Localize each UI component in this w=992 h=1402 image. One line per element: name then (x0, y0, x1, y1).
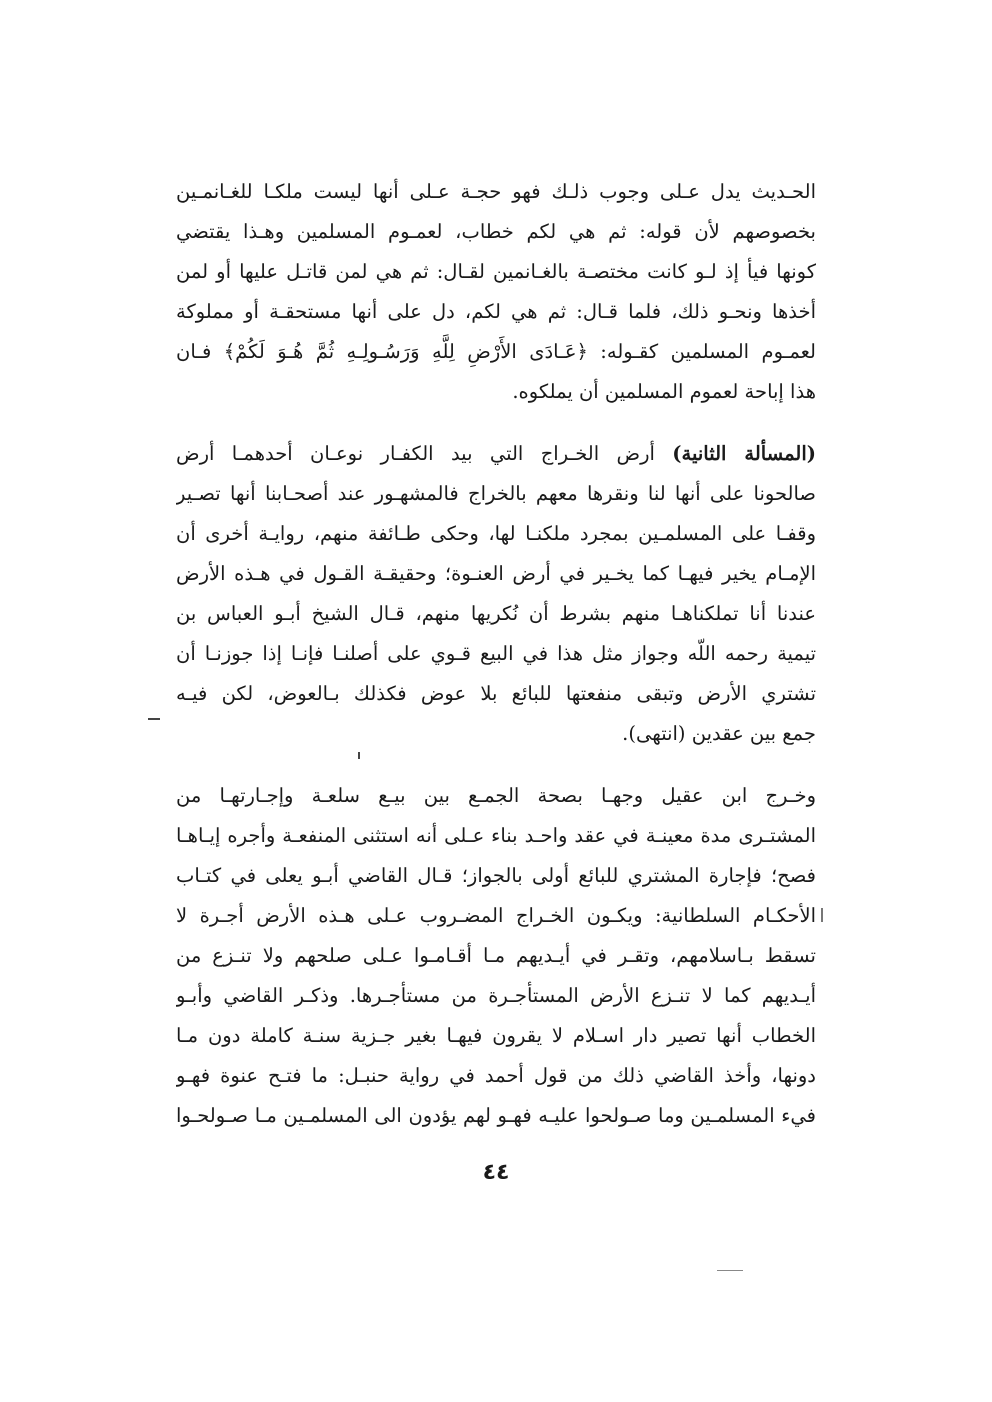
text-line: الخطاب أنها تصير دار اسـلام لا يقرون فيهـا بغير جـزية سنـة كاملة دون مـا (176, 1024, 816, 1047)
text-line: تسقط بـاسلامهم، وتقـر في أيـديهم مـا أقـامـوا عـلى صلحهم ولا تنـزع من (176, 944, 816, 967)
text-line: فصح؛ فإجارة المشتري للبائع أولى بالجواز؛ قـال القاضي أبـو يعلى في كتـاب (176, 864, 816, 887)
paragraph-1 (176, 172, 816, 412)
text-line: تشتري الأرض وتبقى منفعتها للبائع بلا عوض فكذلك بـالعوض، لكن فيـه (176, 682, 816, 705)
text-line: أيـديهم كما لا تنـزع الأرض المستأجـرة من مستأجـرها. وذكـر القاضي وأبـو (176, 984, 816, 1007)
paragraph-2 (176, 434, 816, 754)
text-line: وخـرج ابن عقيل وجهـا بصحة الجمـع بين بيـع سلعـة وإجـارتهـا من (176, 784, 816, 807)
scan-mark (821, 908, 823, 922)
text-line: الحـديث يدل عـلى وجوب ذلـك فهو حجـة عـلى أنها ليست ملكـا للغـانمـين (176, 180, 816, 203)
scan-mark (148, 718, 160, 720)
scan-mark (358, 752, 360, 759)
text-line: عندنا أنا تملكناهـا منهم بشرط أن نُكريها منهم، قـال الشيخ أبـو العباس بن (176, 602, 816, 625)
scan-mark (717, 1270, 743, 1271)
text-line: بخصوصهم لأن قوله: ثم هي لكم خطاب، لعمـوم المسلمين وهـذا يقتضي (176, 220, 816, 243)
text-line: تيمية رحمه اللّه وجواز مثل هذا في البيع قـوي على أصلنـا فإنـا إذا جوزنـا أن (176, 642, 816, 665)
section-heading-term: (المسألة الثانية) (672, 442, 816, 465)
page-number: ٤٤ (482, 1160, 510, 1185)
text-line: الإمـام يخير فيهـا كما يخـير في أرض العنـوة؛ وحقيقـة القـول في هـذه الأرض (176, 562, 816, 585)
text-line: صالحونا على أنها لنا ونقرها معهم بالخراج فالمشهـور عند أصحـابنا أنها تصـير (176, 482, 816, 505)
text-line (176, 434, 816, 474)
text-line: لعمـوم المسلمين كقـوله: ﴿عَـادَى الأَرْضِ لِلَّهِ وَرَسُـولِـهِ ثُمَّ هُـوَ لَكُمْ﴾ فـان (176, 340, 816, 363)
text-line: المشتـرى مدة معينـة في عقد واحـد بناء عـلى أنه استثنى المنفعـة وأجره إيـاهـا (176, 824, 816, 847)
text-line: فيء المسلمـين وما صـولحوا عليـه فهـو لهم يؤدون الى المسلمـين مـا صـولحـوا (176, 1104, 816, 1127)
text-line: جمع بين عقدين (انتهى). (622, 722, 816, 745)
text-line: هذا إباحة لعموم المسلمين أن يملكوه. (512, 380, 816, 403)
text-line: كونها فيأ إذ لـو كانت مختصـة بالغـانمين لقـال: ثم هي لمن قاتـل عليها أو لمن (176, 260, 816, 283)
paragraph-3 (176, 776, 816, 1136)
text-line: دونها، وأخذ القاضي ذلك من قول أحمد في رواية حنبـل: ما فتـح عنوة فهـو (176, 1064, 816, 1087)
text-line: وقفـا على المسلمـين بمجرد ملكنـا لها، وحكى طـائفة منهم، روايـة أخرى أن (176, 522, 816, 545)
text-line: الأحكـام السلطانية: ويكـون الخـراج المضـروب عـلى هـذه الأرض أجـرة لا (176, 904, 816, 927)
text-line: أخذها ونحـو ذلك، فلما قـال: ثم هي لكم، دل على أنها مستحقـة أو مملوكة (176, 300, 816, 323)
text-line-rest: أرض الخـراج التي بيد الكفـار نوعـان أحدهمـا أرض (176, 442, 673, 465)
